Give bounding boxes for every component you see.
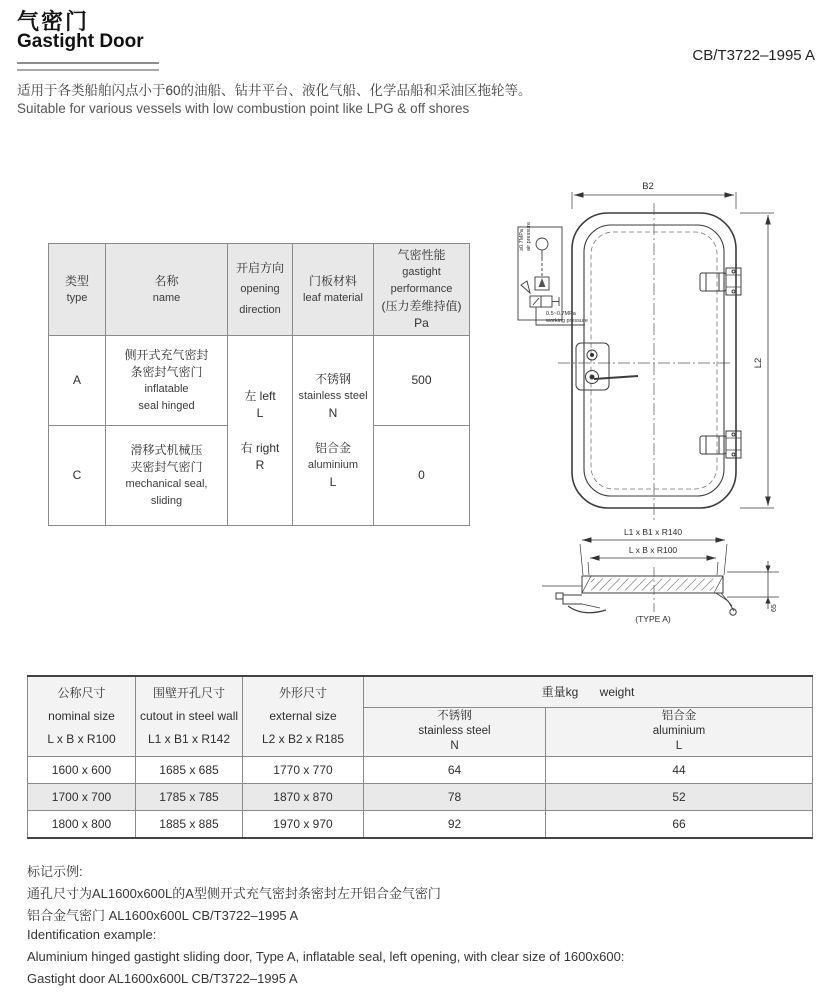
col-weight-aluminium: 铝合金 aluminium L: [546, 707, 813, 756]
section-hinge: [716, 593, 736, 615]
air-pressure-label-2: air pressure: [526, 221, 532, 251]
mark-title-cn: 标记示例:: [27, 864, 83, 879]
page-title-cn: 气密门: [17, 9, 90, 34]
col-external: 外形尺寸 external size L2 x B2 x R185: [243, 676, 364, 756]
material-aluminium: 铝合金 aluminium L: [307, 440, 359, 489]
standard-code: CB/T3722–1995 A: [692, 47, 815, 64]
mark-line2-en: Gastight door AL1600x600L CB/T3722–1995 A: [27, 971, 298, 986]
type-a-label: (TYPE A): [635, 614, 671, 624]
section-handle: [556, 593, 606, 613]
title-underline: [17, 62, 159, 71]
spec-table: [48, 243, 470, 526]
name-a: 侧开式充气密封 条密封气密门 inflatable seal hinged: [106, 336, 228, 426]
dim-65-label: 65: [771, 604, 778, 612]
page-title-en: Gastight Door: [17, 31, 144, 52]
col-weight-group: 重量kg weight: [364, 676, 813, 707]
dim-lb-label: L x B x R100: [628, 545, 678, 555]
name-c: 滑移式机械压 夹密封气密门 mechanical seal, sliding: [106, 426, 228, 526]
size-table-wrap: [27, 675, 813, 839]
spec-header-row: [49, 244, 470, 336]
door-technical-drawing: [490, 165, 830, 665]
dim-b2-label: B2: [642, 181, 654, 192]
description-en: Suitable for various vessels with low combustion point like LPG & off shores: [17, 101, 470, 116]
col-name: 名称 name: [106, 244, 228, 336]
mark-line1-cn: 通孔尺寸为AL1600x600L的A型侧开式充气密封条密封左开铝合金气密门: [27, 886, 441, 901]
size-row-1: 1600 x 600 1685 x 685 1770 x 770 64 44: [28, 756, 813, 783]
direction-cell: [228, 336, 293, 526]
size-row-3: 1800 x 800 1885 x 885 1970 x 970 92 66: [28, 810, 813, 838]
direction-right: 右 right R: [240, 440, 280, 472]
col-performance: 气密性能 gastight performance (压力差维持值) Pa: [374, 244, 470, 336]
perf-a: 500: [374, 336, 470, 426]
type-a: A: [49, 336, 106, 426]
material-steel: 不锈钢 stainless steel N: [298, 371, 368, 420]
mark-line2-cn: 铝合金气密门 AL1600x600L CB/T3722–1995 A: [27, 908, 299, 923]
air-pressure-label-1: ≥0.7MPa: [519, 229, 525, 251]
description-cn: 适用于各类船舶闪点小于60的油船、钻井平台、液化气船、化学品船和采油区拖轮等。: [17, 83, 532, 98]
hinge-top: [700, 268, 741, 295]
dim-l1b1-label: L1 x B1 x R140: [623, 527, 683, 537]
mark-title-en: Identification example:: [27, 927, 157, 942]
section-view: [542, 527, 779, 624]
front-view: [518, 181, 774, 521]
size-header-row-1: [28, 676, 813, 707]
perf-c: 0: [374, 426, 470, 526]
working-pressure-label-2: working pressure: [546, 318, 588, 324]
spec-row-a: [49, 336, 470, 426]
dim-l2-label: L2: [753, 357, 764, 369]
working-pressure-label-1: 0.5~0.7MPa: [546, 311, 576, 317]
spec-table-wrap: [48, 243, 470, 526]
door-handle: [576, 343, 638, 390]
hinge-bottom: [700, 431, 741, 458]
mark-line1-en: Aluminium hinged gastight sliding door, Type A, inflatable seal, left opening, with clear size of 1600x600:: [27, 949, 625, 964]
size-row-2: 1700 x 700 1785 x 785 1870 x 870 78 52: [28, 783, 813, 810]
type-c: C: [49, 426, 106, 526]
col-direction: 开启方向 opening direction: [228, 244, 293, 336]
col-weight-steel: 不锈钢 stainless steel N: [364, 707, 546, 756]
col-nominal: 公称尺寸 nominal size L x B x R100: [28, 676, 136, 756]
col-type: 类型 type: [49, 244, 106, 336]
material-cell: [293, 336, 374, 526]
col-cutout: 围壁开孔尺寸 cutout in steel wall L1 x B1 x R142: [136, 676, 243, 756]
size-table: [27, 675, 813, 839]
col-material: 门板材料 leaf material: [293, 244, 374, 336]
direction-left: 左 left L: [244, 388, 276, 420]
